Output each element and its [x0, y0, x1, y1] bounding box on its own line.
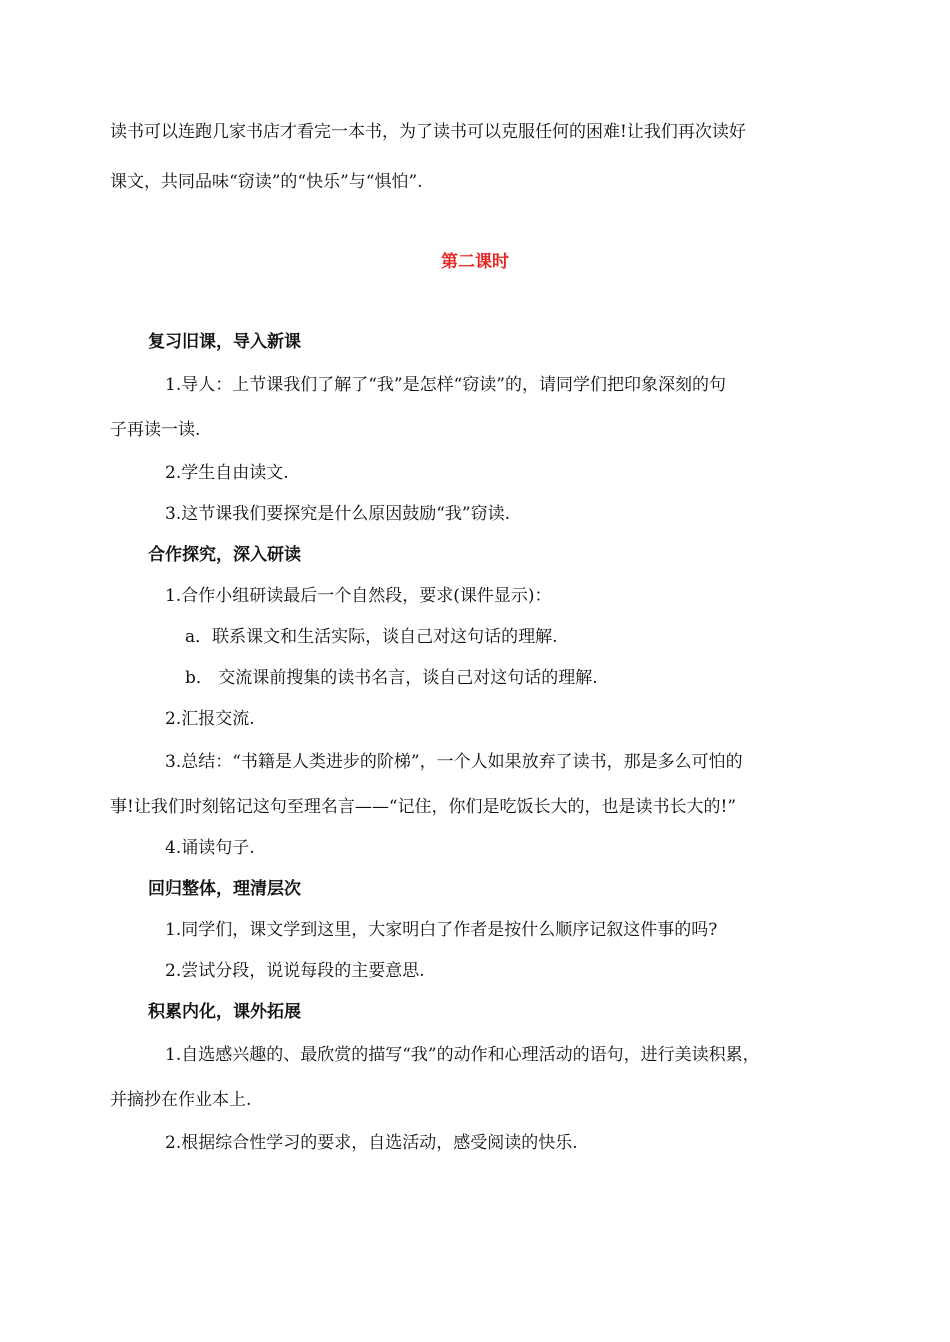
list-item: 2.学生自由读文. — [165, 463, 289, 483]
list-item: 2.根据综合性学习的要求，自选活动，感受阅读的快乐. — [165, 1133, 578, 1153]
list-item: 1.自选感兴趣的、最欣赏的描写“我”的动作和心理活动的语句，进行美读积累， — [165, 1045, 760, 1065]
list-item: 4.诵读句子. — [165, 838, 255, 858]
sub-item-a: a．联系课文和生活实际，谈自己对这句话的理解. — [185, 627, 558, 647]
list-item: 3.这节课我们要探究是什么原因鼓励“我”窃读. — [165, 504, 511, 524]
list-item: 2.汇报交流. — [165, 709, 255, 729]
section-title: 第二课时 — [441, 252, 509, 272]
intro-line-1: 读书可以连跑几家书店才看完一本书，为了读书可以克服任何的困难!让我们再次读好 — [110, 122, 746, 142]
list-item: 2.尝试分段，说说每段的主要意思. — [165, 961, 425, 981]
section-heading-extend: 积累内化，课外拓展 — [148, 1002, 301, 1022]
list-item-continuation: 并摘抄在作业本上. — [110, 1090, 252, 1110]
section-heading-explore: 合作探究，深入研读 — [148, 545, 301, 565]
list-item: 1.合作小组研读最后一个自然段，要求(课件显示)： — [165, 586, 552, 606]
list-item: 1.导人：上节课我们了解了“我”是怎样“窃读”的，请同学们把印象深刻的句 — [165, 375, 726, 395]
section-heading-review: 复习旧课，导入新课 — [148, 332, 301, 352]
intro-line-2: 课文，共同品味“窃读”的“快乐”与“惧怕”. — [110, 172, 423, 192]
list-item: 1.同学们，课文学到这里，大家明白了作者是按什么顺序记叙这件事的吗? — [165, 920, 718, 940]
sub-item-b: b． 交流课前搜集的读书名言，谈自己对这句话的理解. — [185, 668, 598, 688]
list-item-continuation: 事!让我们时刻铭记这句至理名言——“记住，你们是吃饭长大的，也是读书长大的!” — [110, 797, 737, 817]
list-item: 3.总结：“书籍是人类进步的阶梯”，一个人如果放弃了读书，那是多么可怕的 — [165, 752, 743, 772]
list-item-continuation: 子再读一读. — [110, 420, 201, 440]
section-heading-structure: 回归整体，理清层次 — [148, 879, 301, 899]
